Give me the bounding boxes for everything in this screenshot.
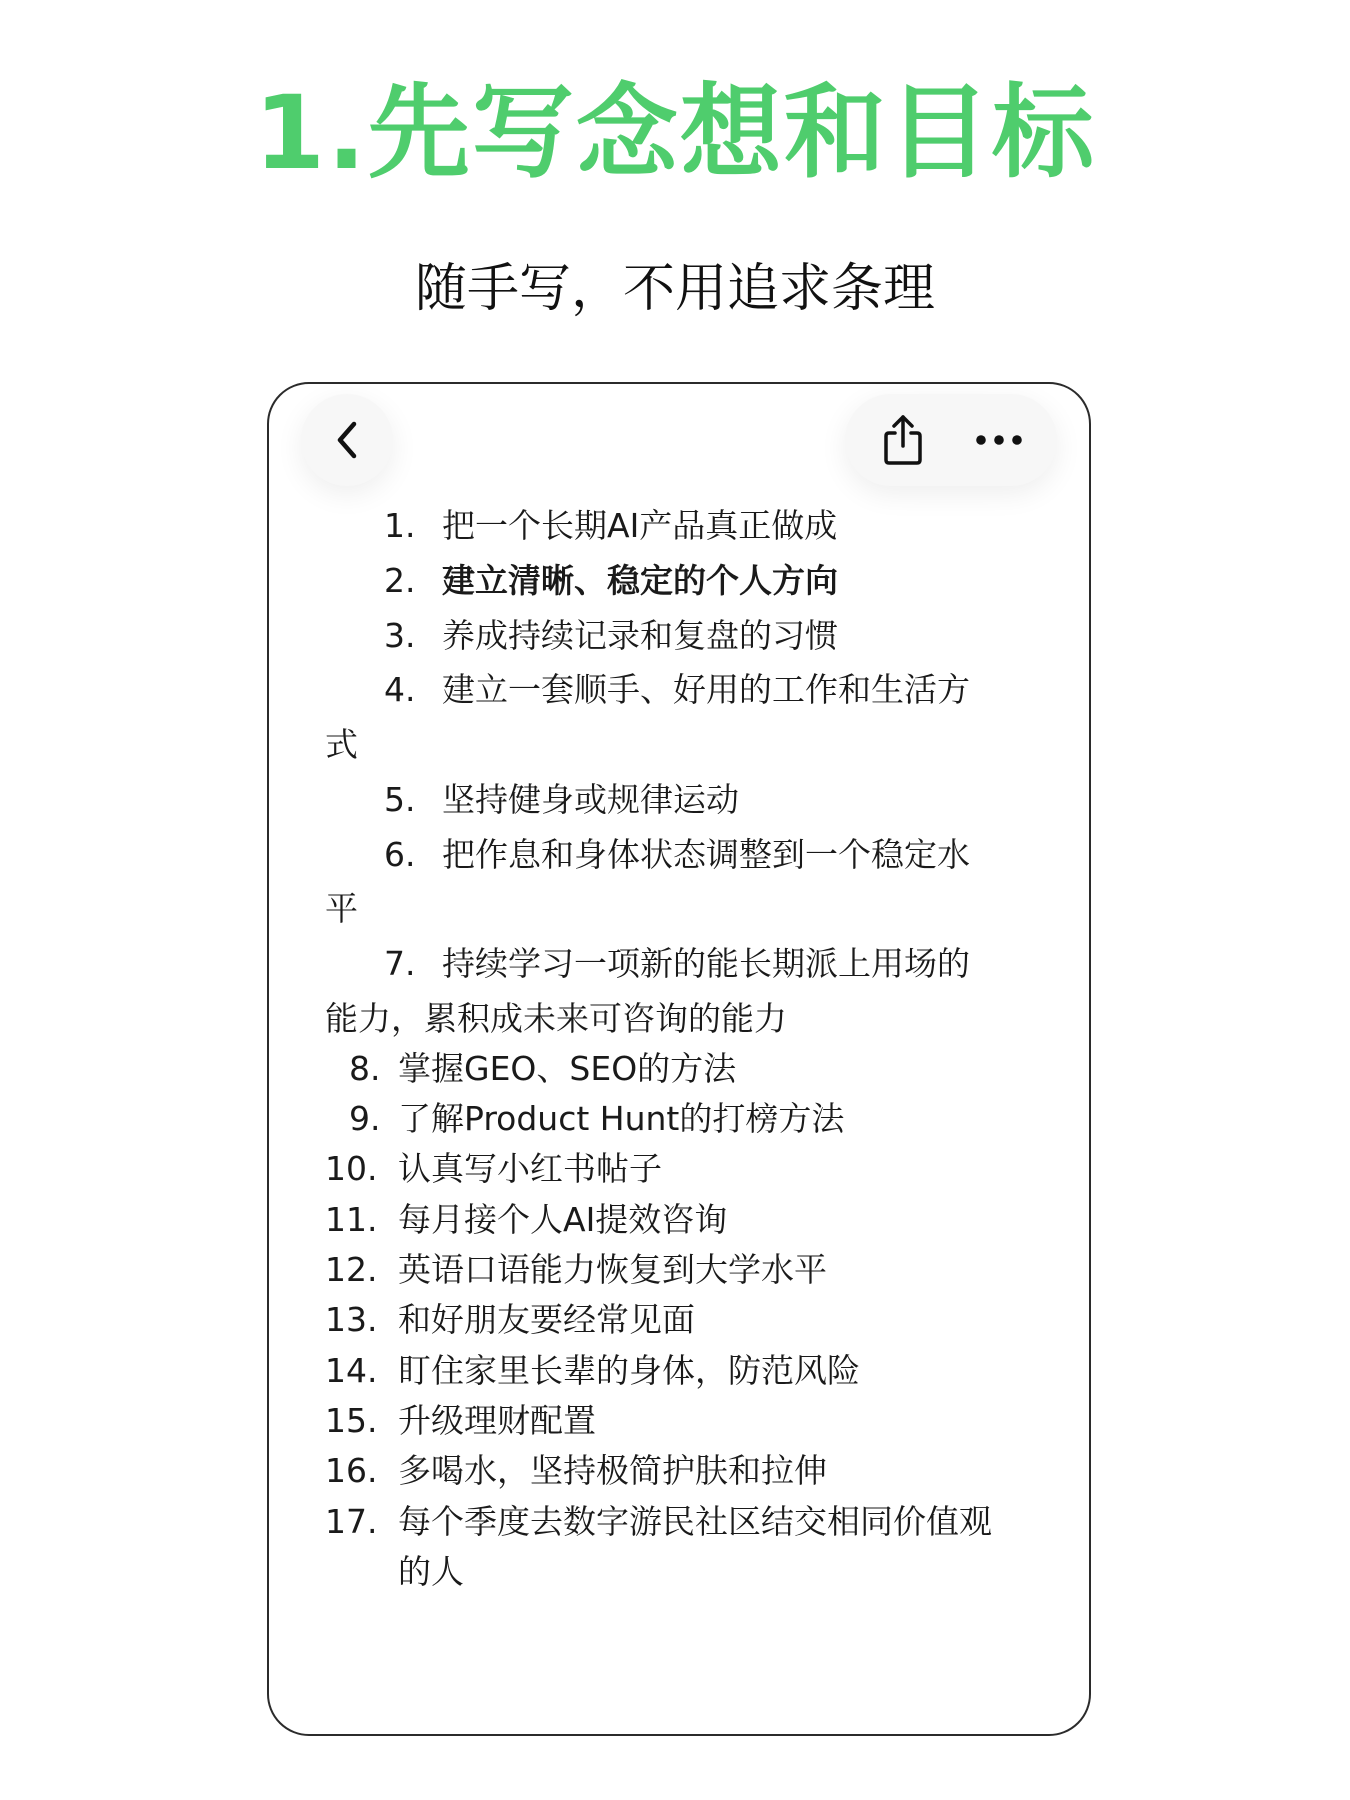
note-screenshot-card [267,382,1091,1736]
list-item-text: 持续学习一项新的能长期派上用场的 [442,944,970,983]
note-actions [845,394,1057,486]
list-item-number: 10. [325,1149,378,1188]
list-item-number: 14. [325,1351,378,1390]
list-item-number: 4. [384,670,416,709]
list-item-text: 盯住家里长辈的身体，防范风险 [398,1351,860,1390]
list-item-text: 升级理财配置 [398,1401,596,1440]
list-item-text-wrap: 平 [325,889,358,928]
share-button[interactable] [863,400,943,480]
list-item-text: 掌握GEO、SEO的方法 [398,1049,737,1088]
list-item-text: 坚持健身或规律运动 [442,780,739,819]
list-item-text: 养成持续记录和复盘的习惯 [442,616,838,655]
list-item-number: 6. [384,835,416,874]
more-horizontal-icon [975,434,1023,446]
list-item-number: 1. [384,506,416,545]
chevron-left-icon [330,418,364,462]
list-item-text: 把作息和身体状态调整到一个稳定水 [442,835,970,874]
back-button[interactable] [301,394,393,486]
share-icon [881,413,925,467]
list-item-number: 8. [349,1049,381,1088]
list-item-number: 9. [349,1099,381,1138]
list-item-number: 3. [384,616,416,655]
page-subtitle: 随手写，不用追求条理 [414,259,935,319]
list-item-text: 把一个长期AI产品真正做成 [442,506,838,545]
list-item-number: 15. [325,1401,378,1440]
list-item-number: 11. [325,1200,378,1239]
list-item-text-wrap: 的人 [398,1552,464,1591]
list-item-text: 多喝水，坚持极简护肤和拉伸 [398,1451,827,1490]
list-item-text: 英语口语能力恢复到大学水平 [398,1250,827,1289]
page-headline: 1.先写念想和目标 [254,74,1096,193]
list-item-text: 建立一套顺手、好用的工作和生活方 [442,670,970,709]
list-item-text: 每月接个人AI提效咨询 [398,1200,728,1239]
list-item-text-wrap: 式 [325,725,358,764]
list-item-number: 5. [384,780,416,819]
list-item-number: 16. [325,1451,378,1490]
list-item-number: 13. [325,1300,378,1339]
list-item-number: 12. [325,1250,378,1289]
list-item-text-wrap: 能力，累积成未来可咨询的能力 [325,999,787,1038]
list-item-text: 建立清晰、稳定的个人方向 [442,561,838,600]
more-button[interactable] [959,400,1039,480]
list-item-number: 2. [384,561,416,600]
list-item-number: 17. [325,1502,378,1541]
note-top-bar [269,384,1089,494]
list-item-text: 了解Product Hunt的打榜方法 [398,1099,845,1138]
list-item-text: 每个季度去数字游民社区结交相同价值观 [398,1502,992,1541]
list-item-text: 认真写小红书帖子 [398,1149,662,1188]
list-item-text: 和好朋友要经常见面 [398,1300,695,1339]
list-item-number: 7. [384,944,416,983]
